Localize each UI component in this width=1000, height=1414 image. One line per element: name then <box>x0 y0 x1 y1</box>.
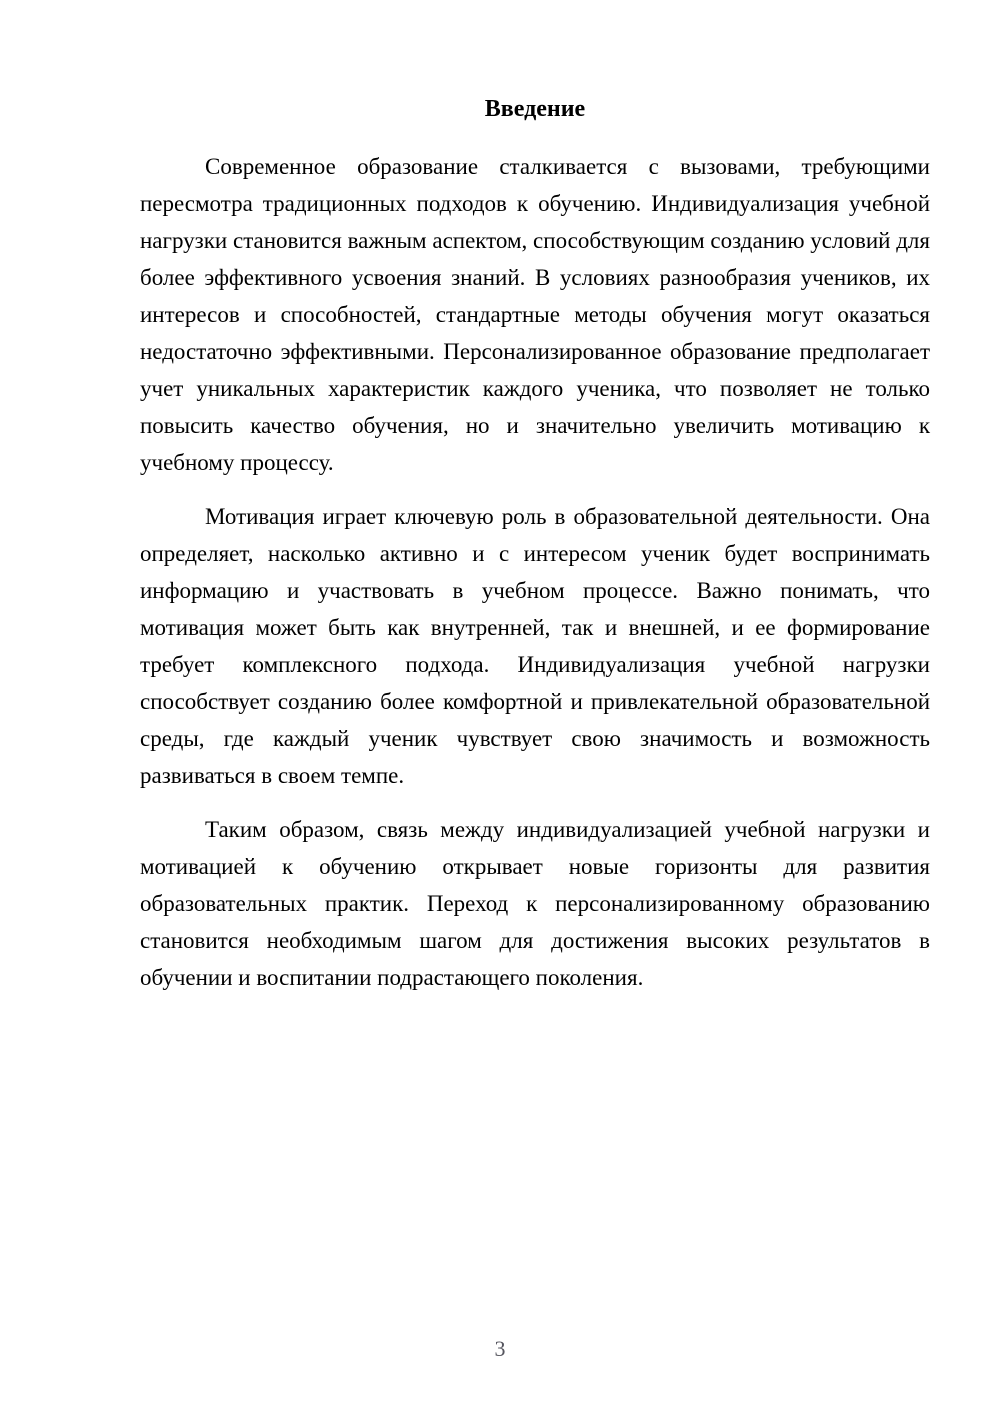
paragraph-intro-challenges: Современное образование сталкивается с вызовами, требующими пересмотра традиционных подходов к обучению. Индивидуализация учебной нагрузки становится важным аспектом, способствующим созданию условий для более эффективного усвоения знаний. В условиях разнообразия учеников, их интересов и способностей, стандартные методы обучения могут оказаться недостаточно эффективными. Персонализированное образование предполагает учет уникальных характеристик каждого ученика, что позволяет не только повысить качество обучения, но и значительно увеличить мотивацию к учебному процессу. <box>140 154 930 475</box>
paragraph-conclusion: Таким образом, связь между индивидуализацией учебной нагрузки и мотивацией к обучению открывает новые горизонты для развития образовательных практик. Переход к персонализированному образованию становится необходимым шагом для достижения высоких результатов в обучении и воспитании подрастающего поколения. <box>140 817 930 990</box>
section-title: Введение <box>484 96 586 122</box>
document-body <box>140 94 930 1013</box>
paragraph-motivation-role: Мотивация играет ключевую роль в образовательной деятельности. Она определяет, насколько активно и с интересом ученик будет воспринимать информацию и участвовать в учебном процессе. Важно понимать, что мотивация может быть как внутренней, так и внешней, и ее формирование требует комплексного подхода. Индивидуализация учебной нагрузки способствует созданию более комфортной и привлекательной образовательной среды, где каждый ученик чувствует свою значимость и возможность развиваться в своем темпе. <box>140 504 930 788</box>
page-number: 3 <box>494 1336 506 1361</box>
